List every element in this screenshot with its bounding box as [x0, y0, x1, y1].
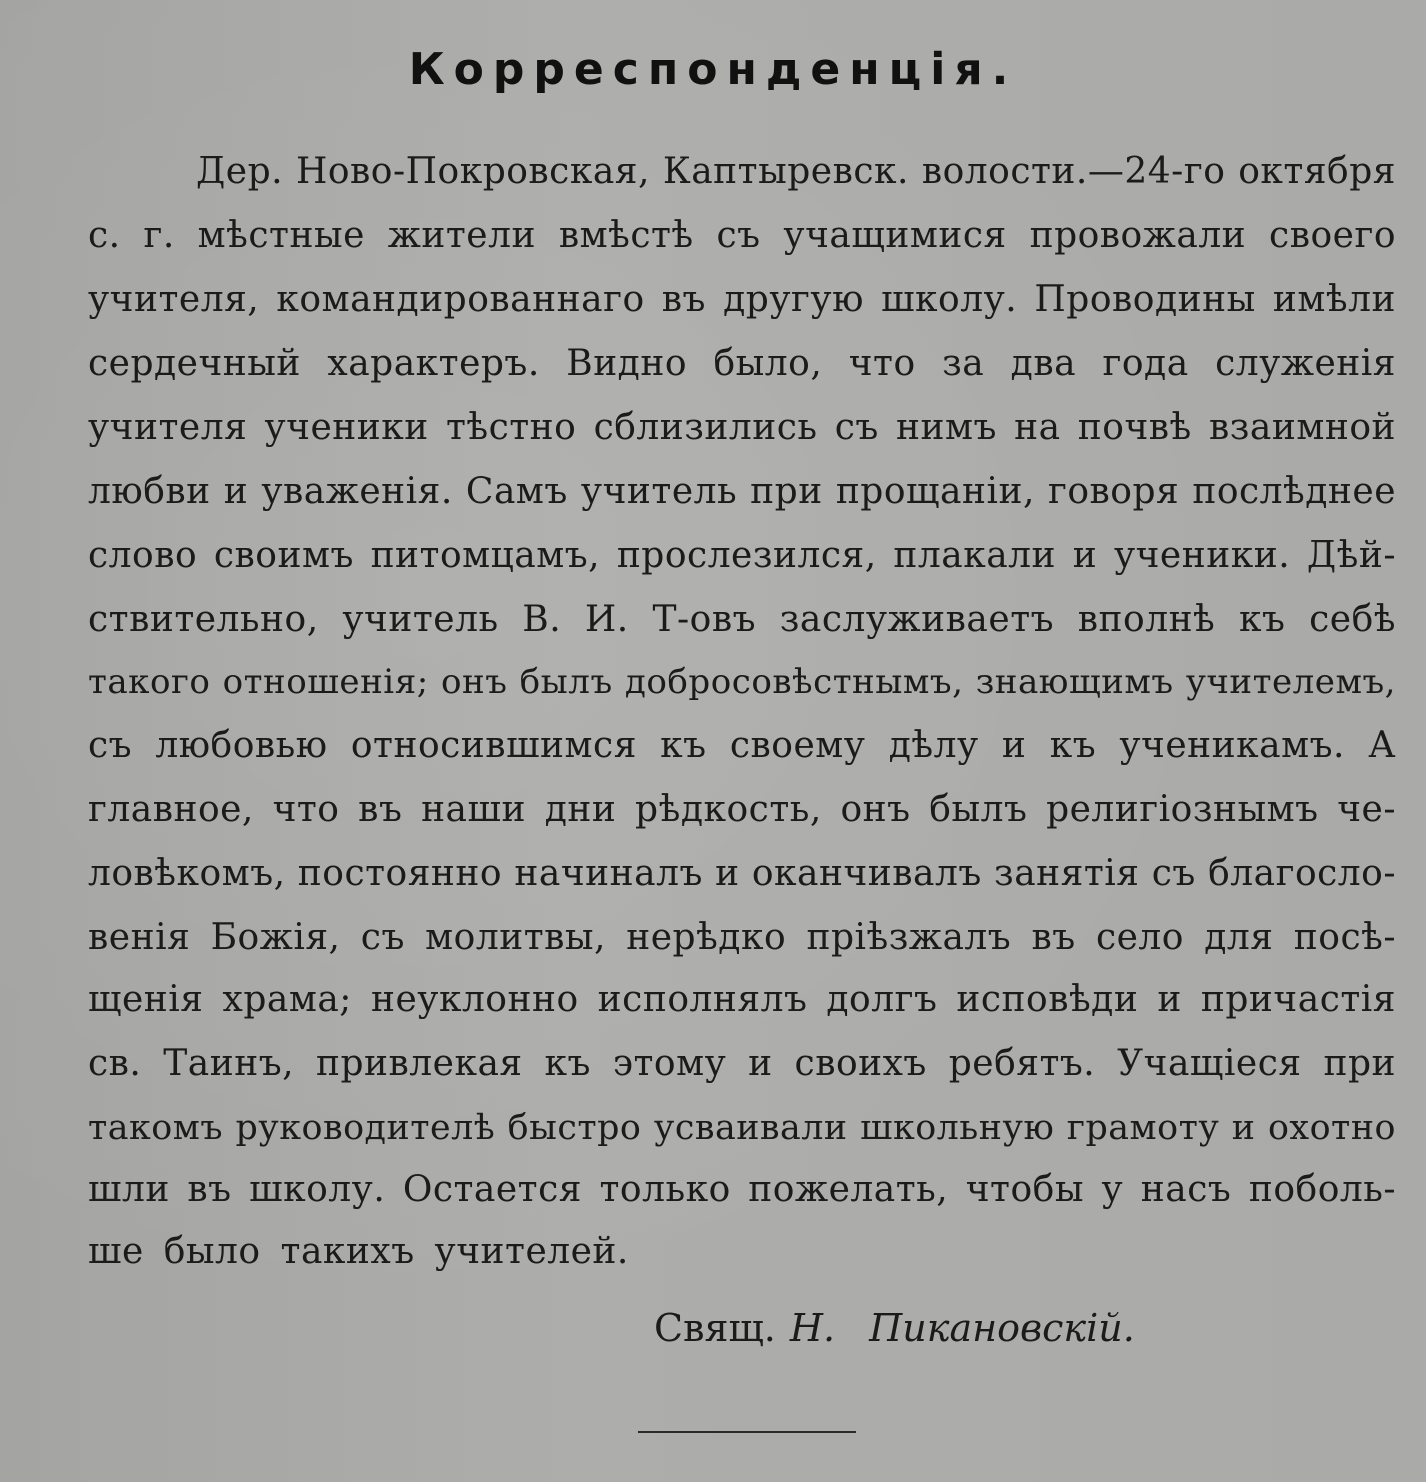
text-line: щенія храма; неуклонно исполнялъ долгъ исповѣди и причастія [88, 979, 1396, 1020]
text-line: сердечный характеръ. Видно было, что за два года служенія [88, 343, 1396, 384]
text-line: любви и уваженія. Самъ учитель при прощаніи, говоря послѣднее [88, 471, 1396, 512]
text-line: учителя, командированнаго въ другую школу. Проводины имѣли [88, 279, 1396, 320]
text-line: ловѣкомъ, постоянно начиналъ и оканчивалъ занятія съ благосло- [88, 853, 1396, 894]
text-line: Дер. Ново-Покровская, Каптыревск. волости.—24-го октября [196, 151, 1396, 192]
page-title: Корреспонденція. [408, 44, 1018, 95]
text-line: шли въ школу. Остается только пожелать, чтобы у насъ поболь- [88, 1169, 1396, 1210]
author-signature [654, 1304, 1135, 1352]
text-line: главное, что въ наши дни рѣдкость, онъ былъ религіознымъ че- [88, 789, 1396, 830]
text-line: с. г. мѣстные жители вмѣстѣ съ учащимися провожали своего [88, 215, 1396, 256]
text-line: св. Таинъ, привлекая къ этому и своихъ ребятъ. Учащіеся при [88, 1043, 1396, 1084]
text-line: такомъ руководителѣ быстро усваивали школьную грамоту и охотно [88, 1108, 1396, 1148]
signature-name: Н. Пикановскій. [789, 1306, 1135, 1350]
text-line: венія Божія, съ молитвы, нерѣдко пріѣзжалъ въ село для посѣ- [88, 917, 1396, 958]
divider [638, 1431, 856, 1433]
text-line: учителя ученики тѣстно сблизились съ нимъ на почвѣ взаимной [88, 407, 1396, 448]
signature-prefix: Свящ. [654, 1306, 776, 1350]
text-line: съ любовью относившимся къ своему дѣлу и къ ученикамъ. А [88, 725, 1396, 766]
text-line: ше было такихъ учителей. [88, 1231, 629, 1272]
text-line: ствительно, учитель В. И. Т-овъ заслуживаетъ вполнѣ къ себѣ [88, 599, 1396, 640]
text-line: слово своимъ питомцамъ, прослезился, плакали и ученики. Дѣй- [88, 535, 1396, 576]
text-line: такого отношенія; онъ былъ добросовѣстнымъ, знающимъ учителемъ, [88, 662, 1396, 702]
